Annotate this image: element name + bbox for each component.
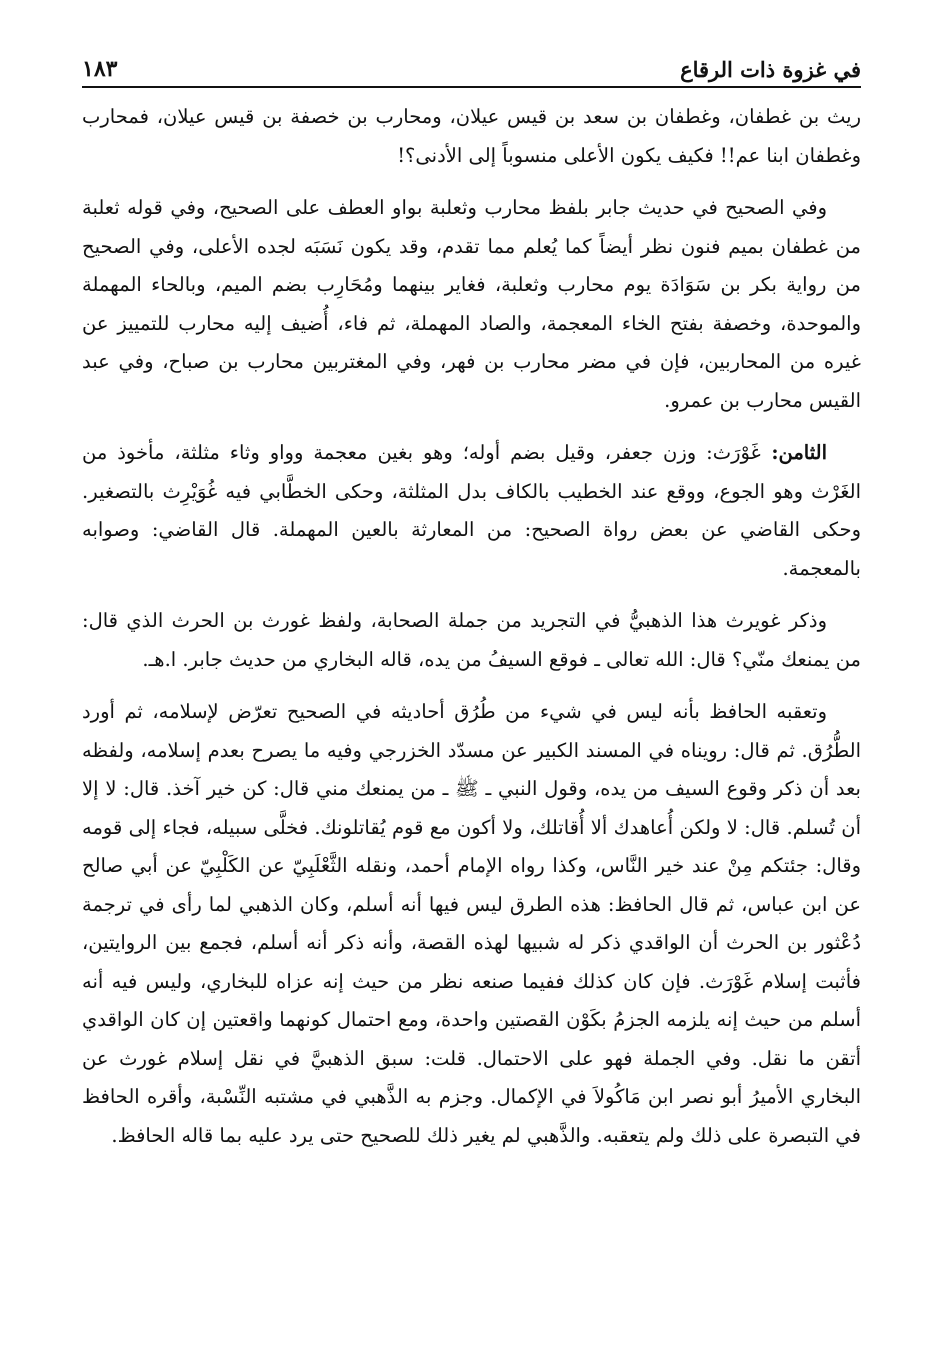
paragraph-1	[82, 98, 861, 175]
paragraph-3	[82, 434, 861, 588]
chapter-title: في غزوة ذات الرقاع	[680, 57, 861, 82]
paragraph-2	[82, 189, 861, 420]
page-number: ١٨٣	[82, 56, 118, 82]
paragraph-text: غَوْرَث: وزن جعفر، وقيل بضم أوله؛ وهو بغين معجمة وواو وثاء مثلثة، مأخوذ من الغَرْث وهو الجوع، ووقع عند الخطيب بالكاف بدل المثلثة، وحكى الخطَّابي فيه غُوَيْرِث بالتصغير. وحكى القاضي عن بعض رواة الصحيح: من المعارثة بالعين المهملة. قال القاضي: وصوابه بالمعجمة.	[82, 441, 861, 580]
paragraph-lead: الثامن:	[760, 441, 827, 464]
paragraph-text: وفي الصحيح في حديث جابر بلفظ محارب وثعلبة بواو العطف على الصحيح، وفي قوله ثعلبة من غطفان بميم فنون نظر أيضاً كما يُعلم مما تقدم، وقد يكون نَسَبَه لجده الأعلى، وفي الصحيح من رواية بكر بن سَوَادَة يوم محارب وثعلبة، فغاير بينهما ومُحَارِب بضم الميم، وبالحاء المهملة والموحدة، وخصفة بفتح الخاء المعجمة، والصاد المهملة، ثم فاء، أُضيف إليه محارب للتمييز عن غيره من المحاربين، فإن في مضر محارب بن فهر، وفي المغتربين محارب بن صباح، وفي عبد القيس محارب بن عمرو.	[82, 196, 861, 412]
paragraph-text: وذكر غويرث هذا الذهبيُّ في التجريد من جملة الصحابة، ولفظ غورث بن الحرث الذي قال: من يمنعك منّي؟ قال: الله تعالى ـ فوقع السيفُ من يده، قاله البخاري من حديث جابر. ا.هـ.	[82, 609, 861, 671]
paragraph-text: وتعقبه الحافظ بأنه ليس في شيء من طُرُق أحاديثه في الصحيح تعرّض لإسلامه، ثم أورد الطُّرُق. ثم قال: رويناه في المسند الكبير عن مسدّد الخزرجي وفيه ما يصرح بعدم إسلامه، ولفظه بعد أن ذكر وقوع السيف من يده، وقول النبي ـ ﷺ ـ من يمنعك مني قال: كن خير آخذ. قال: لا إلا أن تُسلم. قال: لا ولكن أُعاهدك ألا أُقاتلك، ولا أكون مع قوم يُقاتلونك. فخلَّى سبيله، فجاء إلى قومه وقال: جئتكم مِنْ عند خير النَّاس، وكذا رواه الإمام أحمد، ونقله الثَّعْلَبِيّ عن الكَلْبِيّ عن أبي صالح عن ابن عباس، ثم قال الحافظ: هذه الطرق ليس فيها أنه أسلم، وكان الذهبي لما رأى في ترجمة دُعْثور بن الحرث أن الواقدي ذكر له شبيها لهذه القصة، وأنه ذكر أنه أسلم، فجمع بين الروايتين، فأثبت إسلام غَوْرَث. فإن كان كذلك ففيما صنعه نظر من حيث إنه عزاه للبخاري، وليس فيه أنه أسلم من حيث إنه يلزمه الجزمُ بكَوْن القصتين واحدة، ومع احتمال كونهما واقعتين إن كان الواقدي أتقن ما نقل. وفي الجملة فهو على الاحتمال. قلت: سبق الذهبيَّ في نقل إسلام غورث عن البخاري الأميرُ أبو نصر ابن مَاكُولاَ في الإكمال. وجزم به الذَّهبي في مشتبه النِّسْبة، وأقره الحافظ في التبصرة على ذلك ولم يتعقبه. والذَّهبي لم يغير ذلك للصحيح حتى يرد عليه بما قاله الحافظ.	[82, 700, 861, 1147]
paragraph-4	[82, 602, 861, 679]
running-header	[82, 30, 861, 88]
paragraph-5	[82, 693, 861, 1155]
page-body	[82, 88, 861, 1155]
paragraph-text: ريث بن غطفان، وغطفان بن سعد بن قيس عيلان، ومحارب بن خصفة بن قيس عيلان، فمحارب وغطفان ابنا عم!! فكيف يكون الأعلى منسوباً إلى الأدنى؟!	[82, 105, 861, 167]
